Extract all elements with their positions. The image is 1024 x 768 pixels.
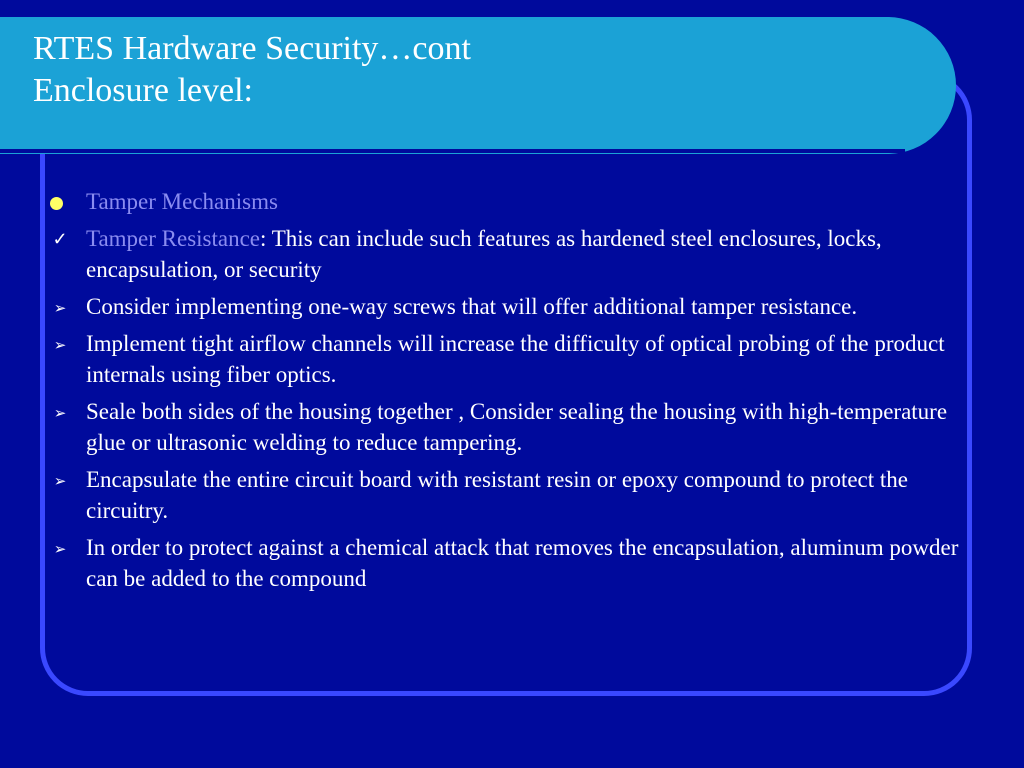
title-divider xyxy=(0,149,905,153)
slide-title xyxy=(33,28,471,112)
bullet-text: Seale both sides of the housing together , Consider sealing the housing with high-temperature glue or ultrasonic welding to reduce tampering. xyxy=(86,399,948,455)
slide-title-line-1: RTES Hardware Security…cont xyxy=(33,30,471,67)
slide-title-line-2: Enclosure level: xyxy=(33,72,253,109)
slide-body xyxy=(48,186,968,600)
section-heading-item xyxy=(48,186,968,217)
section-heading: Tamper Mechanisms xyxy=(86,189,278,214)
arrow-bullet-icon: ➢ xyxy=(53,406,67,422)
bullet-text: In order to protect against a chemical attack that removes the encapsulation, aluminum powder can be added to the compound xyxy=(86,535,959,591)
bullet-text: Implement tight airflow channels will increase the difficulty of optical probing of the product internals using fiber optics. xyxy=(86,331,945,387)
tamper-resistance-text: : This can include such features as hardened steel enclosures, locks, encapsulation, or security xyxy=(86,226,882,282)
bullet-text: Encapsulate the entire circuit board with resistant resin or epoxy compound to protect the circuitry. xyxy=(86,467,908,523)
bullet-item xyxy=(48,532,968,594)
bullet-item xyxy=(48,464,968,526)
arrow-bullet-icon: ➢ xyxy=(53,474,67,490)
tamper-resistance-term: Tamper Resistance xyxy=(86,226,261,251)
bullet-item xyxy=(48,291,968,322)
checkmark-icon: ✓ xyxy=(52,229,68,249)
bullet-item xyxy=(48,328,968,390)
arrow-bullet-icon: ➢ xyxy=(53,301,67,317)
bullet-item xyxy=(48,396,968,458)
arrow-bullet-icon: ➢ xyxy=(53,542,67,558)
bullet-text: Consider implementing one-way screws that will offer additional tamper resistance. xyxy=(86,294,858,319)
check-list-item xyxy=(48,223,968,285)
arrow-bullet-icon: ➢ xyxy=(53,338,67,354)
